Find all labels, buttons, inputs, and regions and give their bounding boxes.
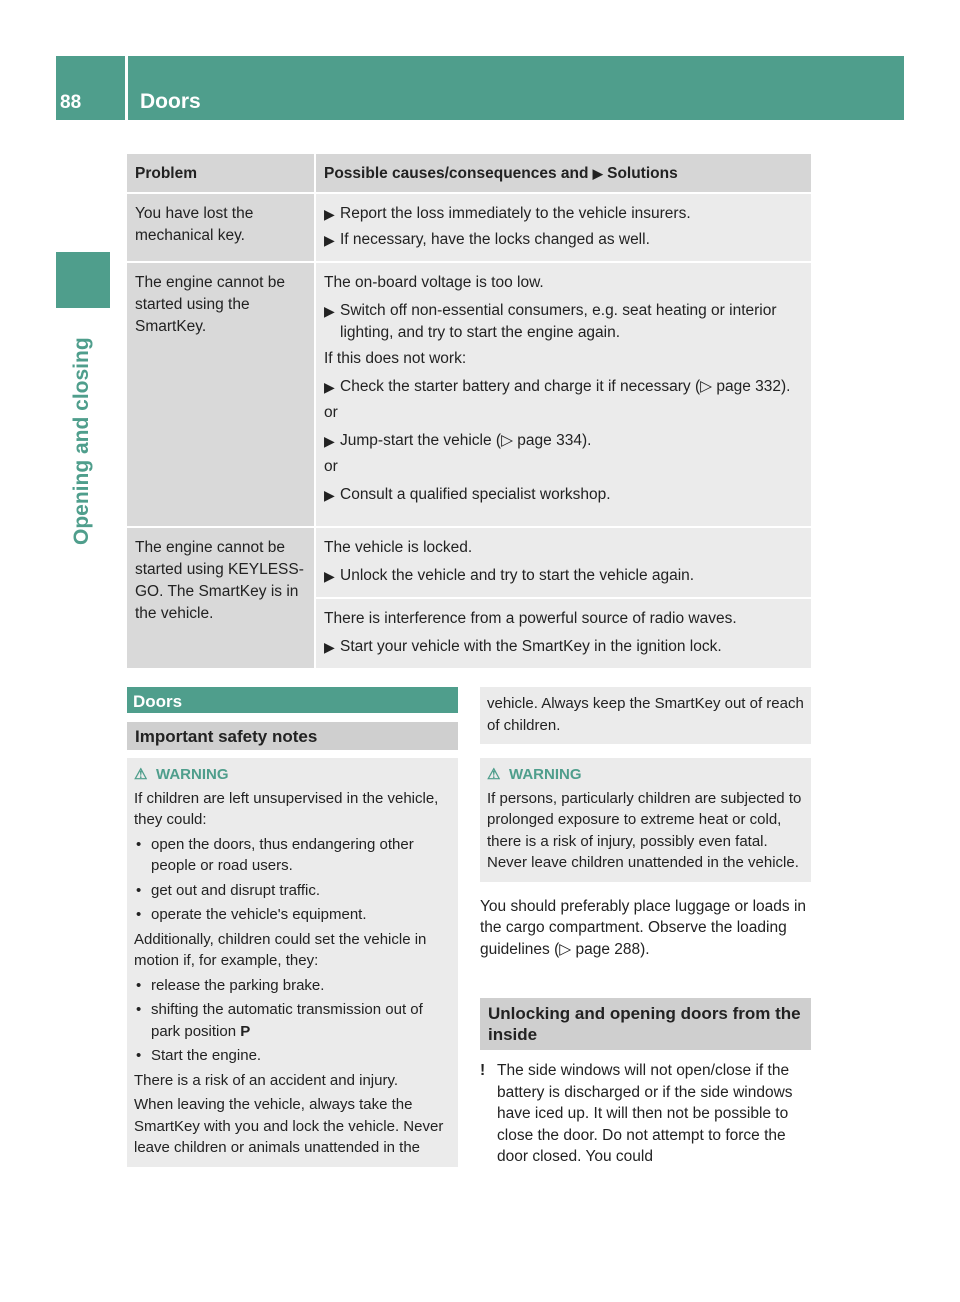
warning-box [127,758,458,1167]
exclamation-icon: ! [480,1062,486,1079]
solution-cell [314,528,811,599]
solution-step: ▶ Start your vehicle with the SmartKey in the ignition lock. [324,636,803,658]
or-text: or [324,458,338,475]
problem-cell: You have lost the mechanical key. [127,194,314,263]
arrow-right-icon: ▶ [592,166,603,181]
list-item: • open the doors, thus endangering other people or road users. [136,835,414,874]
list-item: • operate the vehicle's equipment. [134,904,451,926]
right-column [480,687,811,1168]
arrow-right-icon: ▶ [324,487,335,503]
solution-cell [314,263,811,528]
warning-triangle-icon: ⚠ [487,766,501,783]
solution-step: ▶ Check the starter battery and charge it if necessary (▷ page 332). [324,376,803,398]
warning-triangle-icon: ⚠ [134,766,148,783]
problem-cell: The engine cannot be started using the SmartKey. [127,263,314,528]
solution-step: ▶ If necessary, have the locks changed as well. [324,229,803,251]
subsection-title: Important safety notes [127,722,458,750]
list-item: • shifting the automatic transmission out of park position P [136,1001,423,1040]
page-section-title: Doors [140,90,201,113]
warning-heading: ⚠ WARNING [134,764,451,786]
warning-additionally: Additionally, children could set the vehicle in motion if, for example, they: [134,930,427,969]
or-text: or [324,404,338,421]
list-item: • get out and disrupt traffic. [134,880,451,902]
solution-cell [314,194,811,263]
table-header-row [127,154,811,194]
luggage-text: You should preferably place luggage or loads in the cargo compartment. Observe the loading guidelines (▷ page 288). [480,897,807,958]
bullet-dot: • [136,906,142,923]
section-title: Doors [127,687,458,713]
problem-cell: The engine cannot be started using KEYLESS-GO. The SmartKey is in the vehicle. [127,528,314,670]
bullet-dot: • [136,1047,142,1064]
solution-step: ▶ Report the loss immediately to the vehicle insurers. [324,203,803,225]
solution-step: ▶ Unlock the vehicle and try to start the vehicle again. [324,565,803,587]
arrow-right-icon: ▶ [324,379,335,395]
chapter-label: Opening and closing [70,337,93,545]
note-text: ! The side windows will not open/close if the battery is discharged or if the side windows have iced up. It will then not be possible to close the door. Do not attempt to force the door closed. You could [480,1062,793,1165]
warning-box [480,758,811,882]
table-row [127,194,811,263]
list-item: • Start the engine. [134,1045,451,1067]
warning-leaving: When leaving the vehicle, always take the SmartKey with you and lock the vehicle. Never leave children or animals unattended in the [134,1096,444,1156]
subsection-title: Unlocking and opening doors from the inside [480,998,811,1050]
col-header-problem: Problem [127,154,314,194]
list-item: • release the parking brake. [134,975,451,997]
bullet-dot: • [136,881,142,899]
arrow-right-icon: ▶ [324,568,335,584]
warning-heading: ⚠ WARNING [487,764,804,786]
condition-text: If this does not work: [324,350,467,367]
warning-continued: vehicle. Always keep the SmartKey out of reach of children. [480,687,811,744]
warning-text: If persons, particularly children are subjected to prolonged exposure to extreme heat or cold, there is a risk of injury, possibly even fatal. Never leave children unattended in the vehicle. [487,789,802,871]
warning-intro: If children are left unsupervised in the vehicle, they could: [134,789,439,828]
left-column [127,687,458,1167]
bullet-dot: • [136,976,142,994]
bullet-dot: • [136,835,142,853]
solution-step: ▶ Jump-start the vehicle (▷ page 334). [324,430,803,452]
arrow-right-icon: ▶ [324,303,335,319]
cause-text: There is interference from a powerful source of radio waves. [324,610,737,627]
arrow-right-icon: ▶ [324,206,335,222]
cause-text: The on-board voltage is too low. [324,274,544,291]
troubleshooting-table [127,154,811,670]
solution-step: ▶ Consult a qualified specialist workshop. [324,484,803,506]
arrow-right-icon: ▶ [324,232,335,248]
table-row [127,263,811,528]
table-row [127,528,811,599]
warning-risk: There is a risk of an accident and injury. [134,1071,399,1089]
arrow-right-icon: ▶ [324,433,335,449]
chapter-tab [56,252,110,308]
arrow-right-icon: ▶ [324,639,335,655]
solution-step: ▶ Switch off non-essential consumers, e.g. seat heating or interior lighting, and try to start the engine again. [324,302,777,341]
solution-cell [314,599,811,670]
cause-text: The vehicle is locked. [324,539,473,556]
header-divider [125,56,128,120]
col-header-solutions: Possible causes/consequences and ▶ Solutions [314,154,811,194]
bullet-dot: • [136,1001,142,1018]
page-number: 88 [60,92,82,113]
